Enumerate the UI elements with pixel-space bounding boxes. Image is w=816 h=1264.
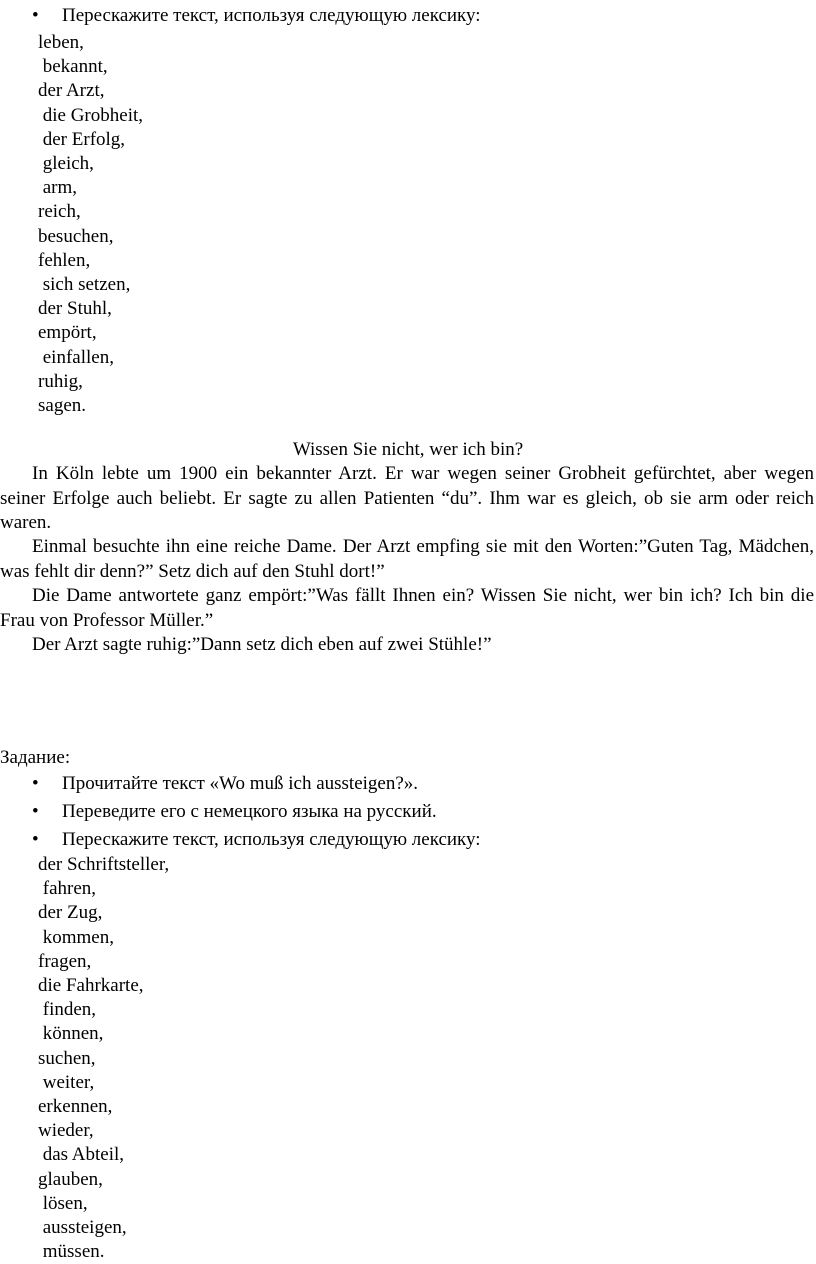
story-paragraph: In Köln lebte um 1900 ein bekannter Arzt. Er war wegen seiner Grobheit gefürchtet, aber wegen seiner Erfolge auch beliebt. Er sagte zu allen Patienten “du”. Ihm war es gleich, ob sie arm oder reich waren. — [0, 463, 814, 533]
vocab-item: fragen, — [38, 950, 92, 972]
retell-instruction-bullet — [32, 4, 481, 28]
vocab-item: der Arzt, — [38, 80, 105, 102]
vocab-item: können, — [38, 1023, 104, 1045]
vocab-item: ruhig, — [38, 370, 83, 392]
vocab-item: aussteigen, — [38, 1217, 127, 1239]
vocab-item: der Zug, — [38, 902, 103, 924]
bullet-icon: • — [32, 773, 39, 794]
task-bullet — [32, 772, 418, 796]
vocab-item: der Erfolg, — [38, 128, 126, 150]
vocab-item: finden, — [38, 999, 97, 1021]
vocab-item: lösen, — [38, 1192, 88, 1214]
vocab-item: sich setzen, — [38, 274, 131, 296]
vocab-item: leben, — [38, 32, 84, 53]
task-bullet — [32, 800, 437, 824]
vocab-item: fehlen, — [38, 249, 91, 271]
vocabulary-list-1 — [38, 31, 143, 418]
vocab-item: kommen, — [38, 926, 114, 948]
vocab-item: einfallen, — [38, 346, 114, 368]
vocab-item: besuchen, — [38, 225, 114, 247]
vocab-item: sagen. — [38, 395, 87, 417]
story-title: Wissen Sie nicht, wer ich bin? — [292, 439, 524, 460]
task-bullet-text: Прочитайте текст «Wo muß ich aussteigen?». — [62, 773, 419, 794]
vocab-item: erkennen, — [38, 1096, 113, 1118]
vocab-item: arm, — [38, 177, 78, 199]
vocab-item: fahren, — [38, 878, 97, 900]
vocab-item: glauben, — [38, 1168, 103, 1190]
vocab-item: die Grobheit, — [38, 104, 144, 126]
vocab-item: die Fahrkarte, — [38, 975, 144, 997]
vocab-item: der Stuhl, — [38, 298, 112, 320]
story-paragraph: Die Dame antwortete ganz empört:”Was fällt Ihnen ein? Wissen Sie nicht, wer bin ich? Ich bin die Frau von Professor Müller.” — [0, 585, 814, 631]
vocab-item: wieder, — [38, 1120, 94, 1142]
vocab-item: der Schriftsteller, — [38, 854, 170, 875]
vocab-item: gleich, — [38, 153, 94, 175]
vocab-item: reich, — [38, 201, 81, 223]
vocab-item: weiter, — [38, 1071, 95, 1093]
bullet-icon: • — [32, 5, 39, 26]
task-label: Задание: — [0, 747, 71, 768]
vocab-item: empört, — [38, 322, 97, 344]
story-paragraph: Der Arzt sagte ruhig:”Dann setz dich eben auf zwei Stühle!” — [32, 634, 492, 655]
task-bullet-text: Переведите его с немецкого языка на русский. — [62, 801, 437, 822]
vocab-item: bekannt, — [38, 56, 108, 78]
bullet-icon: • — [32, 829, 39, 850]
vocab-item: das Abteil, — [38, 1144, 125, 1166]
bullet-icon: • — [32, 801, 39, 822]
vocab-item: müssen. — [38, 1241, 105, 1263]
task-bullet-text: Перескажите текст, используя следующую лексику: — [62, 829, 481, 850]
retell-instruction-text: Перескажите текст, используя следующую лексику: — [62, 5, 481, 26]
task-bullet — [32, 828, 481, 852]
vocab-item: suchen, — [38, 1047, 96, 1069]
story-paragraph: Einmal besuchte ihn eine reiche Dame. Der Arzt empfing sie mit den Worten:”Guten Tag, Mädchen, was fehlt dir denn?” Setz dich auf den Stuhl dort!” — [0, 536, 814, 582]
vocabulary-list-2 — [38, 853, 169, 1264]
